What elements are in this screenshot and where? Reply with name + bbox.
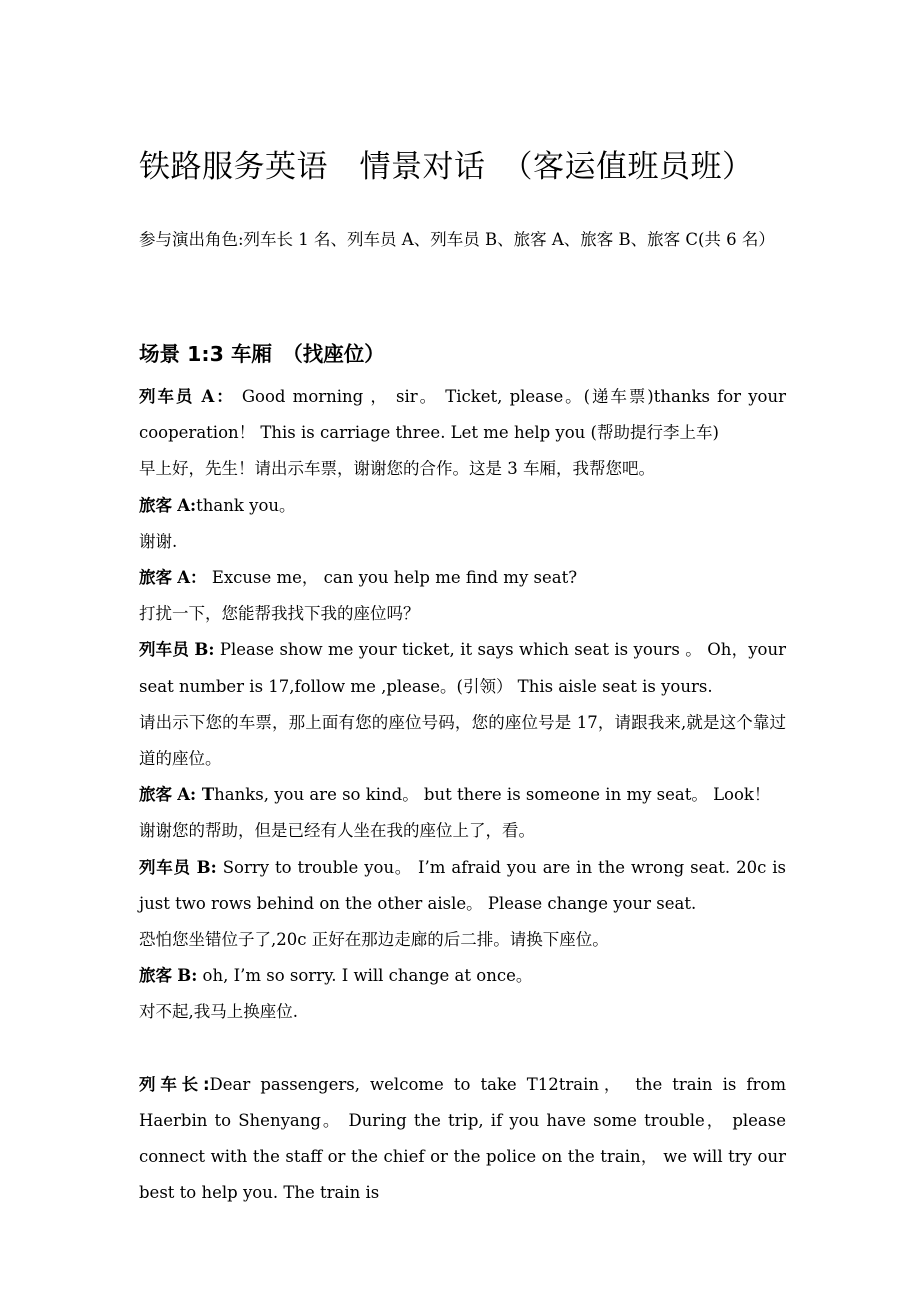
english-text: hanks, you are so kind。 but there is someone in my seat。 Look！ xyxy=(214,785,771,805)
english-text: Good morning ， sir。 Ticket, please。(递车票)thanks for your cooperation！ This is carriage three. Let me help you (帮助提行李上车) xyxy=(139,387,786,443)
chinese-translation: 早上好，先生！请出示车票，谢谢您的合作。这是 3 车厢，我帮您吧。 xyxy=(139,459,655,479)
english-text: Sorry to trouble you。 I’m afraid you are in the wrong seat. 20c is just two rows behind on the other aisle。 Please change your seat. xyxy=(139,857,787,913)
chinese-translation: 打扰一下，您能帮我找下我的座位吗？ xyxy=(139,604,420,624)
speaker-name: 列车员 xyxy=(139,640,189,660)
speaker-id: A: T xyxy=(177,785,215,805)
dialogue xyxy=(139,379,786,1211)
english-text: Excuse me， can you help me find my seat? xyxy=(211,568,578,588)
speaker-id: B: xyxy=(177,966,198,986)
chinese-translation: 恐怕您坐错位子了,20c 正好在那边走廊的后二排。请换下座位。 xyxy=(139,930,609,950)
english-text: thank you。 xyxy=(196,495,296,515)
chinese-translation: 谢谢您的帮助，但是已经有人坐在我的座位上了，看。 xyxy=(139,821,535,841)
dialogue-line xyxy=(139,632,786,704)
chinese-translation: 谢谢. xyxy=(139,531,178,551)
dialogue-line xyxy=(139,958,786,994)
dialogue-line xyxy=(139,777,786,813)
speaker-id: A: xyxy=(177,495,197,515)
english-text: Dear passengers, welcome to take T12train， the train is from Haerbin to Shenyang。 During the trip, if you have some trouble， please connect with the staff or the chief or the police on the train， we will try our best to help you. The train is xyxy=(139,1074,786,1203)
english-text: Please show me your ticket, it says which seat is yours 。 Oh，your seat number is 17,follow me ,please。(引领） This aisle seat is yours. xyxy=(139,640,786,696)
dialogue-line xyxy=(139,488,786,524)
english-text: oh, I’m so sorry. I will change at once。 xyxy=(202,966,533,986)
page-title: 铁路服务英语 情景对话 （客运值班员班） xyxy=(139,149,754,185)
speaker-name: 旅客 xyxy=(139,568,172,588)
speaker-name: 旅客 xyxy=(139,966,172,986)
cast-roles: 参与演出角色:列车长 1 名、列车员 A、列车员 B、旅客 A、旅客 B、旅客 C(共 6 名） xyxy=(139,230,775,249)
speaker-name: 旅客 xyxy=(139,785,172,805)
dialogue-line xyxy=(139,850,786,922)
scene-heading: 场景 1:3 车厢 （找座位） xyxy=(139,342,385,366)
dialogue-line xyxy=(139,560,786,596)
dialogue-line xyxy=(139,379,786,451)
speaker-id: B: xyxy=(196,857,217,877)
chinese-translation: 对不起,我马上换座位. xyxy=(139,1002,298,1022)
paragraph-spacer xyxy=(139,1031,786,1067)
speaker-name: 列车员 xyxy=(139,387,195,406)
speaker-id: A： xyxy=(201,387,235,406)
speaker-id: B: xyxy=(194,640,215,660)
speaker-name: 列车长: xyxy=(139,1074,210,1094)
speaker-name: 列车员 xyxy=(139,857,191,877)
chinese-translation: 请出示下您的车票，那上面有您的座位号码，您的座位号是 17，请跟我来,就是这个靠过道的座位。 xyxy=(139,712,786,769)
announcement xyxy=(139,1067,786,1212)
speaker-id: A： xyxy=(177,568,207,588)
speaker-name: 旅客 xyxy=(139,495,172,515)
